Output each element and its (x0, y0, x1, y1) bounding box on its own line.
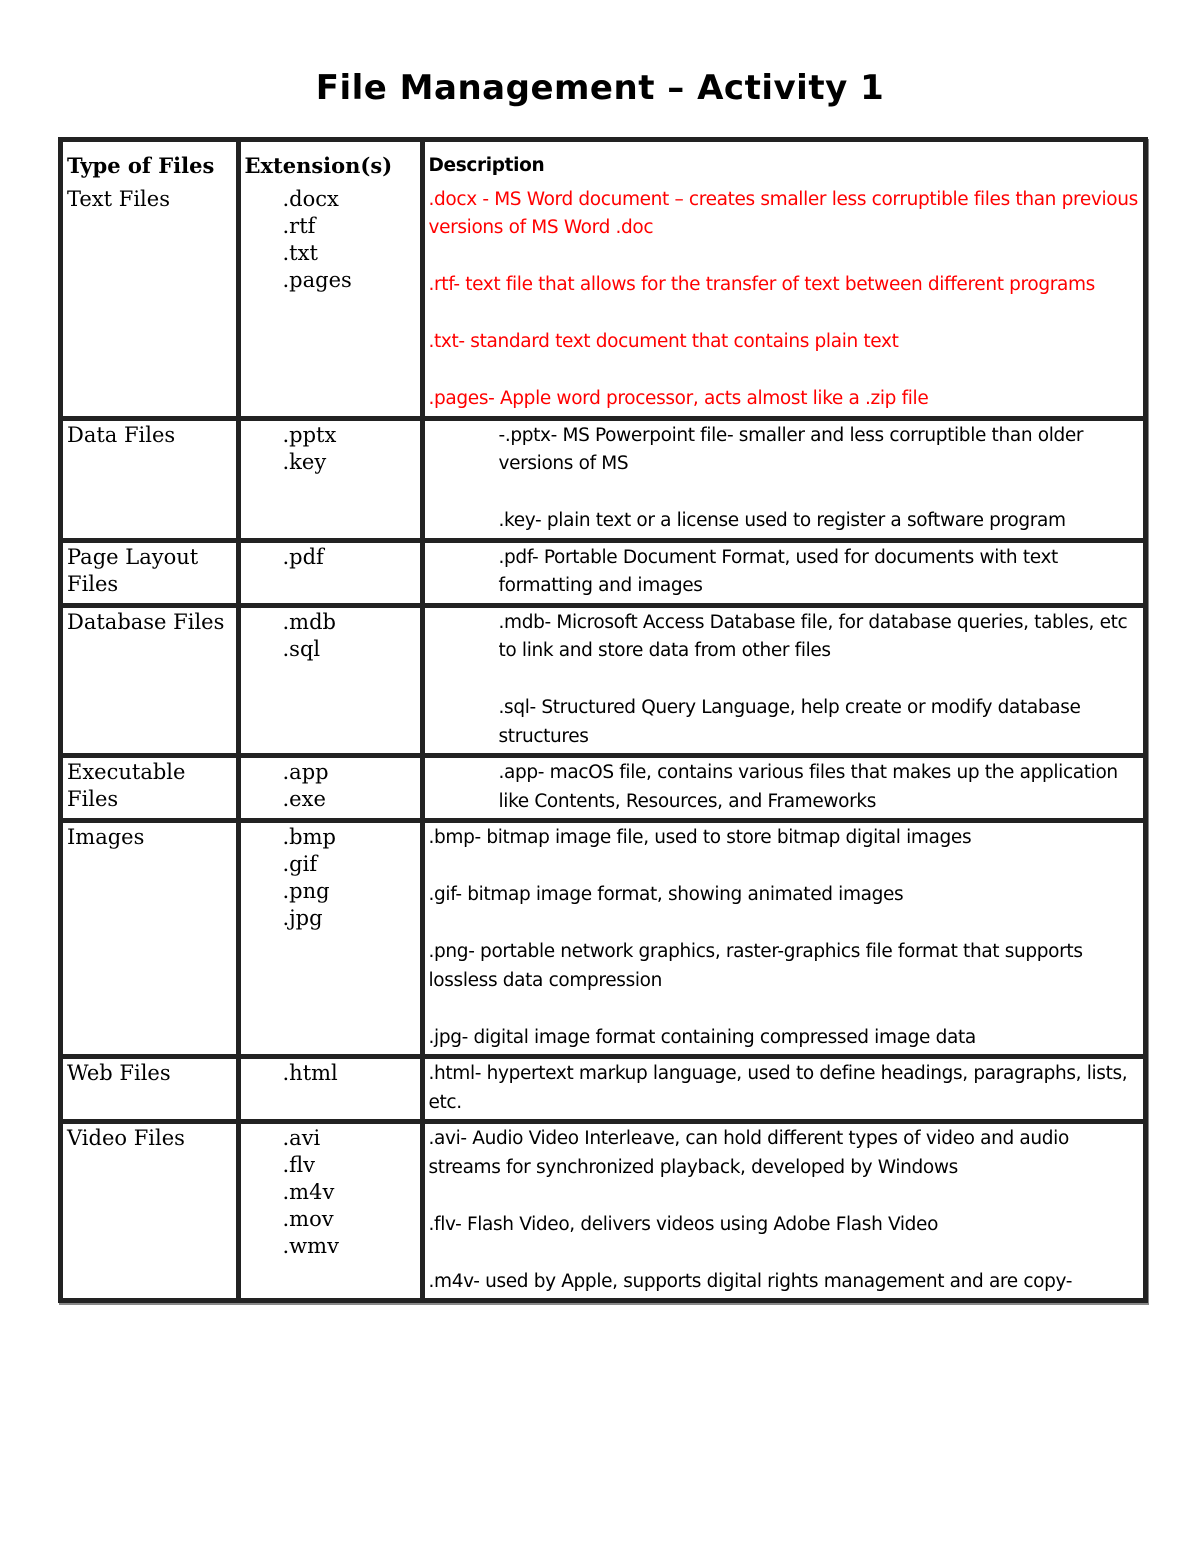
extensions-cell (238, 418, 422, 540)
extensions-cell (238, 605, 422, 756)
description-item: .html- hypertext markup language, used to define headings, paragraphs, lists, etc. (428, 1063, 1128, 1113)
description-item: .txt- standard text document that contains plain text (428, 331, 899, 352)
type-label: Data Files (67, 422, 176, 447)
extensions-cell (238, 1122, 422, 1299)
description-item: .pages- Apple word processor, acts almost like a .zip file (428, 388, 929, 409)
extension-item: .app (282, 760, 329, 784)
extensions-cell (238, 821, 422, 1057)
extension-item: .key (282, 449, 327, 474)
description-cell (422, 418, 1143, 540)
description-item: .docx - MS Word document – creates smaller less corruptible files than previous versions of MS Word .doc (428, 188, 1138, 238)
description-cell (422, 1057, 1143, 1122)
description-item: .m4v- used by Apple, supports digital rights management and are copy- (428, 1270, 1073, 1292)
description-item: .pdf- Portable Document Format, used for documents with text formatting and images (498, 546, 1058, 596)
type-cell (63, 418, 238, 540)
table-row (63, 418, 1143, 540)
file-types-table (58, 137, 1148, 1303)
description-cell (422, 821, 1143, 1057)
type-label: Web Files (67, 1061, 171, 1085)
extension-item: .bmp (282, 825, 336, 849)
type-label: Executable Files (67, 760, 186, 811)
extension-item: .avi (282, 1126, 321, 1150)
type-cell (63, 756, 238, 821)
extension-item: .rtf (282, 213, 316, 238)
table-row (63, 1122, 1143, 1299)
type-label: Text Files (67, 186, 170, 211)
extension-item: .mov (282, 1207, 334, 1231)
extension-item: .wmv (282, 1234, 339, 1258)
type-label: Video Files (67, 1126, 185, 1150)
description-item: .app- macOS file, contains various files that makes up the application like Contents, Resources, and Frameworks (498, 762, 1118, 812)
table-row (63, 821, 1143, 1057)
description-item: .rtf- text file that allows for the transfer of text between different programs (428, 274, 1095, 295)
type-label: Database Files (67, 609, 225, 634)
extensions-cell (238, 756, 422, 821)
description-item: .sql- Structured Query Language, help create or modify database structures (498, 697, 1081, 747)
extensions-cell (238, 1057, 422, 1122)
type-cell (63, 540, 238, 605)
extension-item: .exe (282, 787, 326, 811)
description-item: .png- portable network graphics, raster-graphics file format that supports lossless data compression (428, 941, 1083, 991)
table-row (63, 540, 1143, 605)
description-item: .mdb- Microsoft Access Database file, for database queries, tables, etc to link and store data from other files (498, 611, 1128, 661)
extension-item: .docx (282, 186, 339, 211)
description-item: .gif- bitmap image format, showing animated images (428, 884, 904, 905)
type-cell (63, 821, 238, 1057)
extension-item: .pptx (282, 422, 337, 447)
extensions-cell (238, 185, 422, 419)
extensions-cell (238, 540, 422, 605)
description-cell (422, 605, 1143, 756)
description-item: .key- plain text or a license used to register a software program (498, 510, 1066, 531)
description-item: -.pptx- MS Powerpoint file- smaller and less corruptible than older versions of MS (498, 424, 1084, 474)
description-item: .avi- Audio Video Interleave, can hold different types of video and audio streams for synchronized playback, developed by Windows (428, 1128, 1069, 1178)
header-extensions: Extension(s) (238, 142, 422, 185)
extension-item: .flv (282, 1153, 316, 1177)
header-type-of-files: Type of Files (63, 142, 238, 185)
description-item: .bmp- bitmap image file, used to store bitmap digital images (428, 827, 972, 848)
description-cell (422, 540, 1143, 605)
description-item: .jpg- digital image format containing compressed image data (428, 1026, 976, 1048)
table-row (63, 605, 1143, 756)
table-row (63, 1057, 1143, 1122)
extension-item: .mdb (282, 609, 336, 634)
extension-item: .png (282, 879, 330, 903)
extension-item: .jpg (282, 906, 323, 930)
type-cell (63, 1122, 238, 1299)
table-row (63, 756, 1143, 821)
extension-item: .m4v (282, 1180, 335, 1204)
extension-item: .sql (282, 636, 321, 661)
table-header-row (63, 142, 1143, 185)
table-row (63, 185, 1143, 419)
description-cell (422, 756, 1143, 821)
extension-item: .pdf (282, 544, 324, 569)
description-item: .flv- Flash Video, delivers videos using Adobe Flash Video (428, 1213, 939, 1235)
header-description: Description (428, 155, 545, 176)
page-title: File Management – Activity 1 (315, 68, 885, 108)
type-label: Page Layout Files (67, 544, 199, 596)
extension-item: .pages (282, 267, 352, 292)
extension-item: .txt (282, 240, 318, 265)
description-cell (422, 185, 1143, 419)
type-cell (63, 605, 238, 756)
extension-item: .gif (282, 852, 318, 876)
type-label: Images (67, 825, 145, 849)
type-cell (63, 185, 238, 419)
type-cell (63, 1057, 238, 1122)
extension-item: .html (282, 1061, 338, 1085)
description-cell (422, 1122, 1143, 1299)
